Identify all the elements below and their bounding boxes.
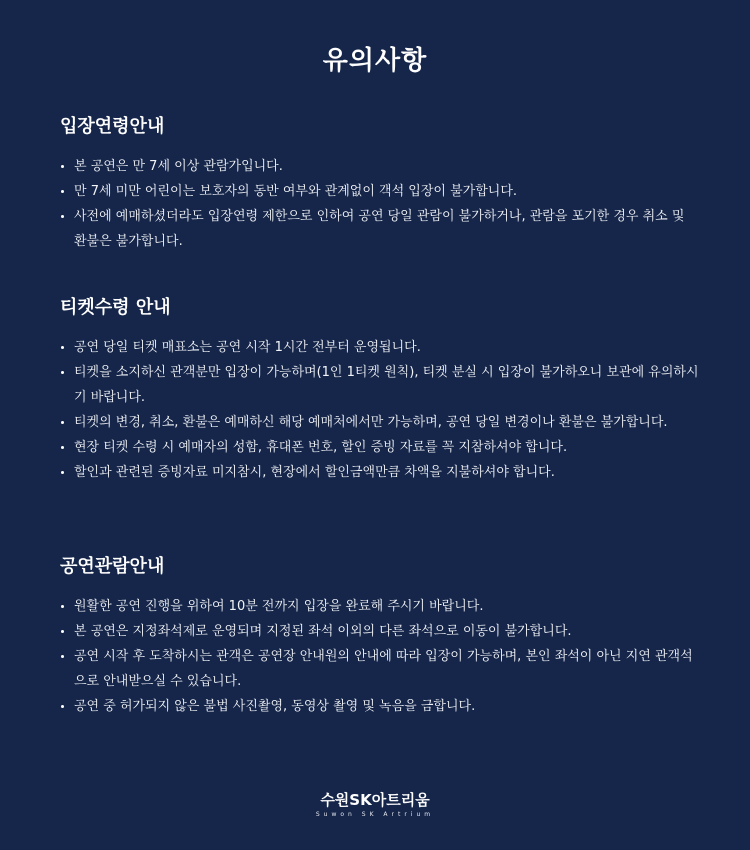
list-item: 본 공연은 지정좌석제로 운영되며 지정된 좌석 이외의 다른 좌석으로 이동이 불가합니다. — [60, 619, 700, 644]
section-viewing-guide — [60, 552, 700, 719]
list-item: 티켓을 소지하신 관객분만 입장이 가능하며(1인 1티켓 원칙), 티켓 분실 시 입장이 불가하오니 보관에 유의하시기 바랍니다. — [60, 360, 700, 410]
list-item: 티켓의 변경, 취소, 환불은 예매하신 해당 예매처에서만 가능하며, 공연 당일 변경이나 환불은 불가합니다. — [60, 410, 700, 435]
list-item: 공연 시작 후 도착하시는 관객은 공연장 안내원의 안내에 따라 입장이 가능하며, 본인 좌석이 아닌 지연 관객석으로 안내받으실 수 있습니다. — [60, 644, 700, 694]
section-ticket-pickup — [60, 293, 700, 485]
list-item: 현장 티켓 수령 시 예매자의 성함, 휴대폰 번호, 할인 증빙 자료를 꼭 지참하셔야 합니다. — [60, 435, 700, 460]
notice-list — [60, 594, 700, 719]
section-entry-age — [60, 112, 700, 254]
section-title: 티켓수령 안내 — [60, 297, 171, 318]
logo-subtext: Suwon SK Artrium — [315, 811, 435, 818]
list-item: 원활한 공연 진행을 위하여 10분 전까지 입장을 완료해 주시기 바랍니다. — [60, 594, 700, 619]
logo-wordmark: 수원SK아트리움 — [320, 791, 430, 809]
list-item: 사전에 예매하셨더라도 입장연령 제한으로 인하여 공연 당일 관람이 불가하거나, 관람을 포기한 경우 취소 및 환불은 불가합니다. — [60, 204, 700, 254]
list-item: 공연 당일 티켓 매표소는 공연 시작 1시간 전부터 운영됩니다. — [60, 335, 700, 360]
section-title: 입장연령안내 — [60, 116, 165, 137]
list-item: 본 공연은 만 7세 이상 관람가입니다. — [60, 154, 700, 179]
page-title: 유의사항 — [322, 46, 428, 76]
venue-logo — [0, 789, 750, 818]
list-item: 할인과 관련된 증빙자료 미지참시, 현장에서 할인금액만큼 차액을 지불하셔야 합니다. — [60, 460, 700, 485]
list-item: 공연 중 허가되지 않은 불법 사진촬영, 동영상 촬영 및 녹음을 금합니다. — [60, 694, 700, 719]
notice-list — [60, 154, 700, 254]
list-item: 만 7세 미만 어린이는 보호자의 동반 여부와 관계없이 객석 입장이 불가합니다. — [60, 179, 700, 204]
notice-list — [60, 335, 700, 485]
section-title: 공연관람안내 — [60, 556, 165, 577]
